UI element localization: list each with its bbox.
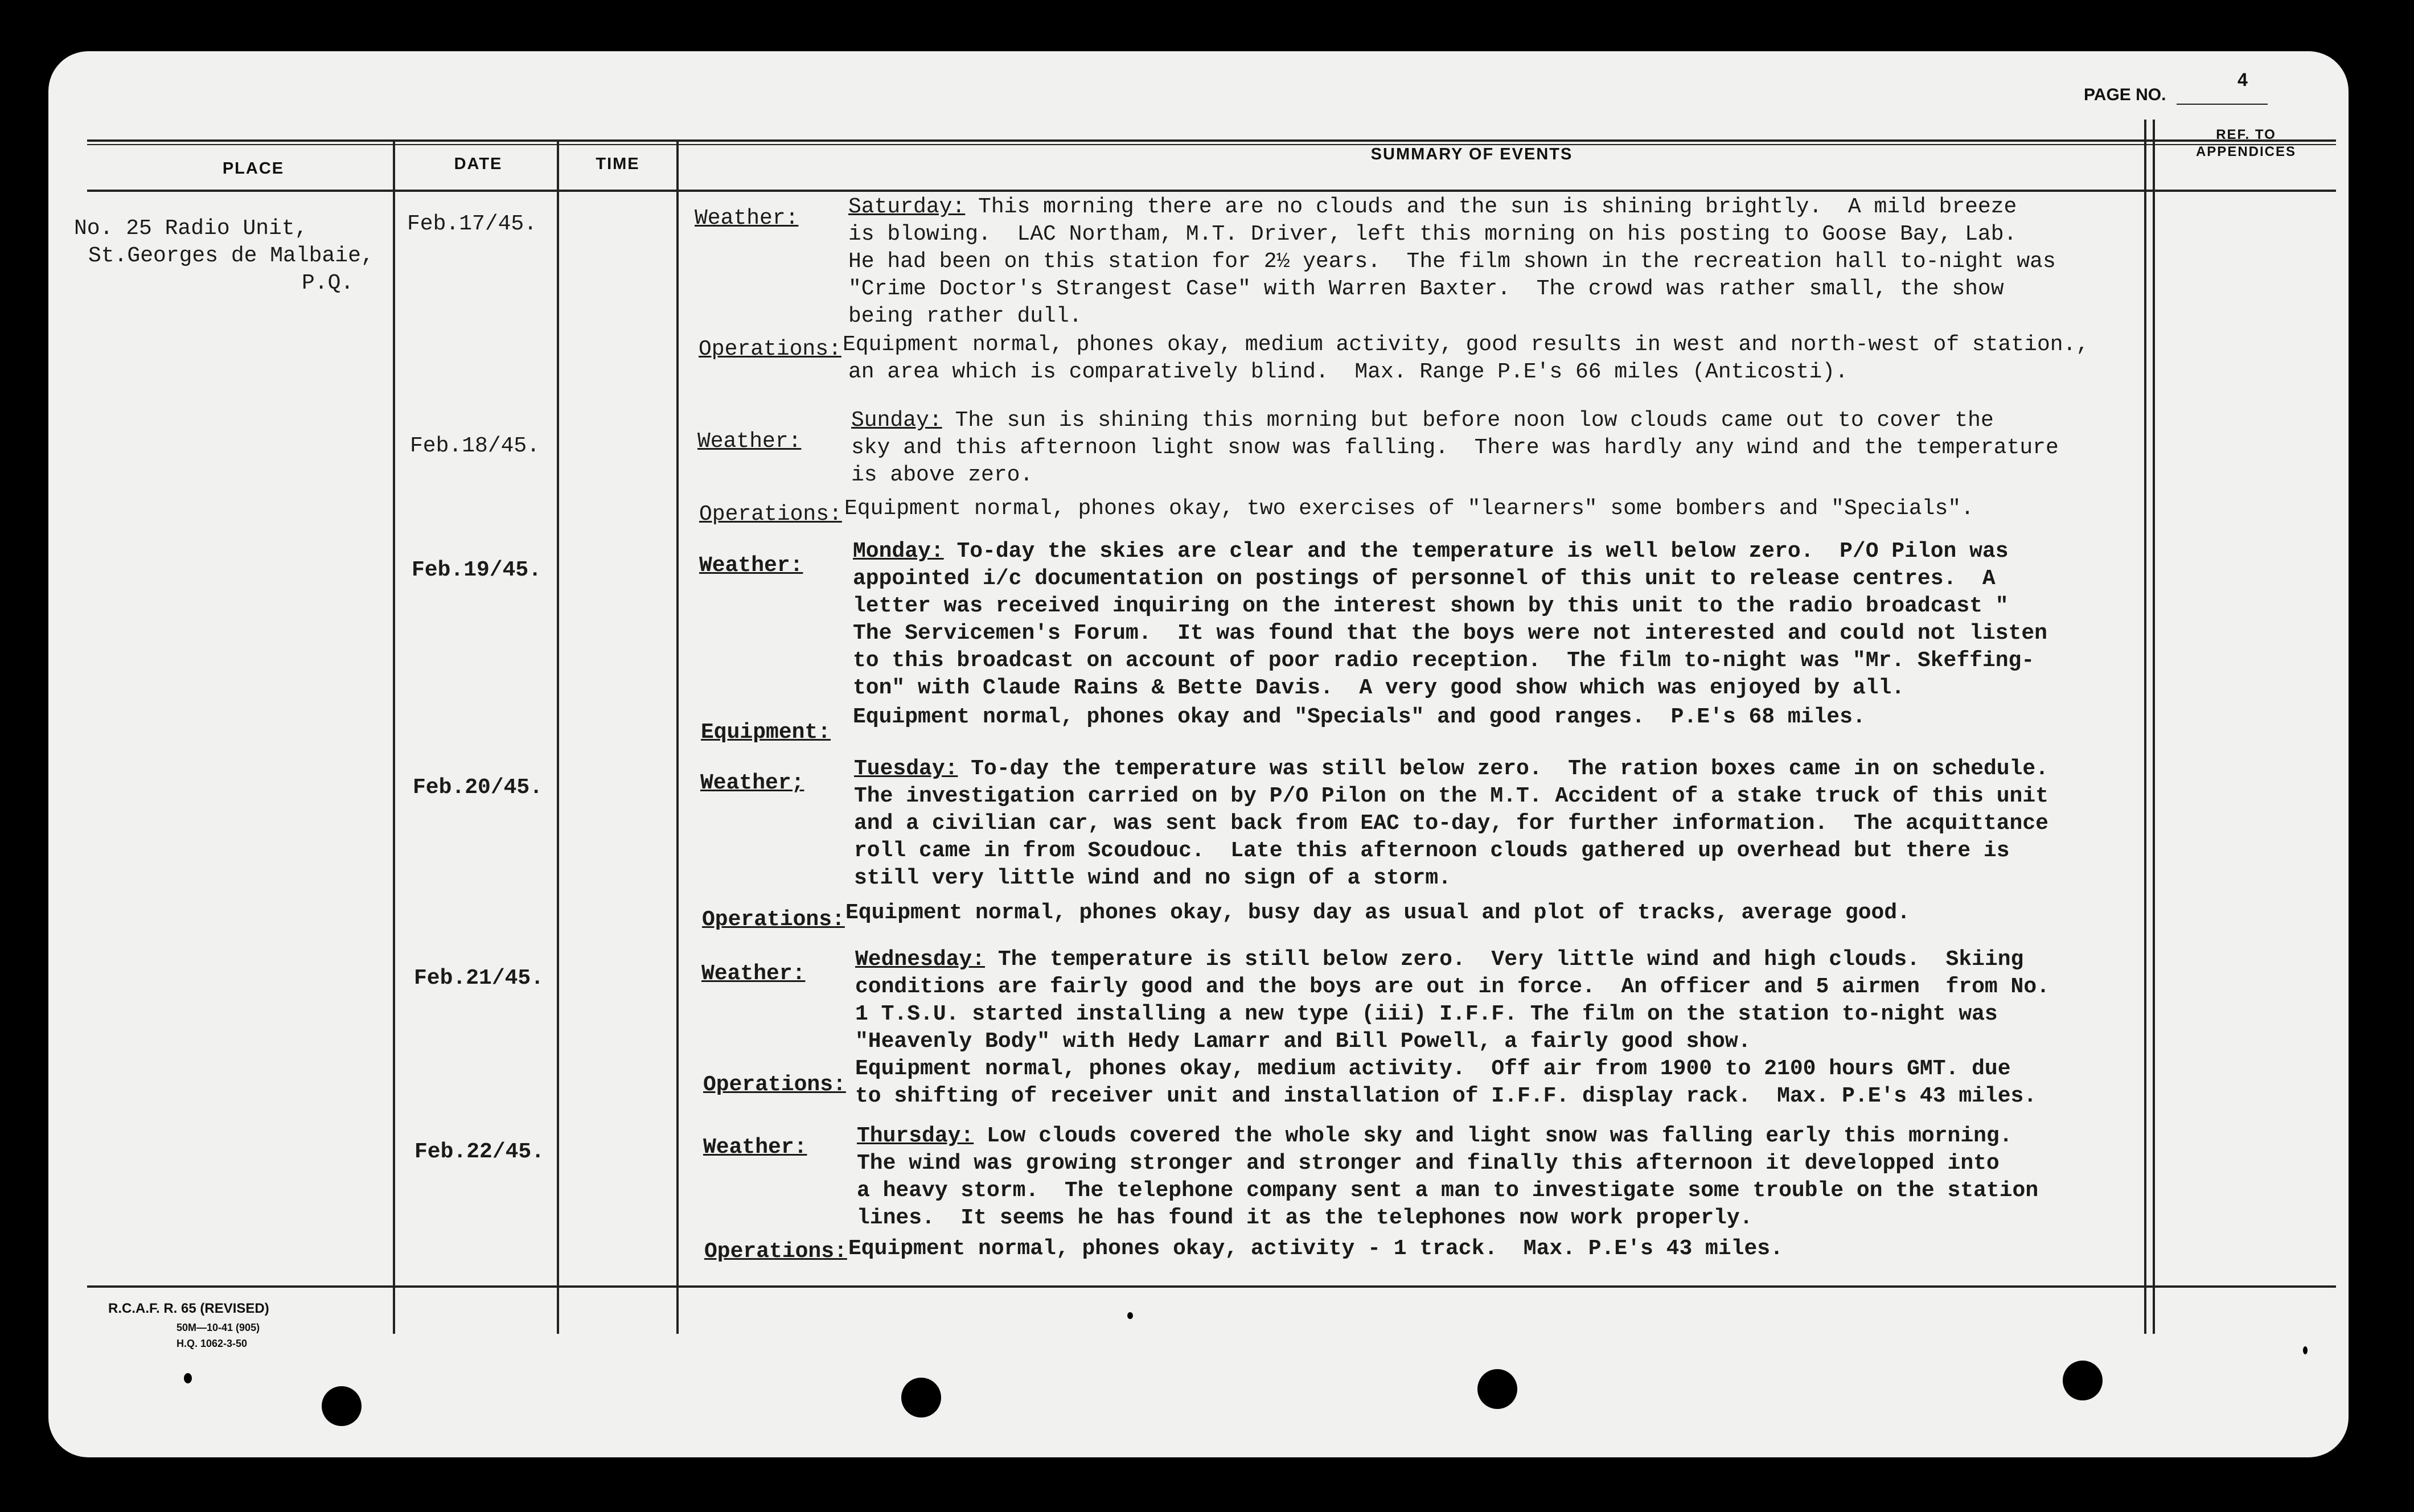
header-place: PLACE	[222, 159, 285, 178]
header-top-rule	[87, 139, 2336, 142]
operations-label: Operations:	[702, 907, 845, 932]
header-appendices: APPENDICES	[2195, 144, 2297, 159]
weather-text: 1 T.S.U. started installing a new type (iii) I.F.F. The film on the station to-night was	[855, 1002, 1998, 1026]
weather-text: Saturday: This morning there are no clouds and the sun is shining brightly. A mild breeze	[848, 195, 2017, 219]
operations-text: Equipment normal, phones okay, two exercises of "learners" some bombers and "Specials".	[844, 496, 1974, 521]
day-name: Thursday:	[857, 1124, 974, 1148]
document-sheet	[48, 51, 2349, 1457]
operations-label: Operations:	[704, 1239, 847, 1264]
weather-text: The wind was growing stronger and stronger and finally this afternoon it developped into	[857, 1151, 2000, 1176]
weather-text: "Heavenly Body" with Hedy Lamarr and Bill Powell, a fairly good show.	[855, 1029, 1751, 1054]
weather-label: Weather:	[697, 429, 802, 454]
weather-text: and a civilian car, was sent back from EAC to-day, for further information. The acquittance	[854, 811, 2048, 836]
header-time: TIME	[596, 155, 640, 173]
binder-hole	[2063, 1361, 2103, 1400]
weather-text: a heavy storm. The telephone company sent a man to investigate some trouble on the station	[857, 1178, 2039, 1203]
ink-mark	[184, 1373, 192, 1383]
binder-hole	[901, 1378, 941, 1418]
weather-text: roll came in from Scoudouc. Late this afternoon clouds gathered up overhead but there is	[854, 839, 2010, 863]
column-rule-summary-2	[2153, 120, 2155, 1334]
day-name: Wednesday:	[855, 947, 986, 972]
weather-text: being rather dull.	[848, 304, 1082, 328]
header-bottom-rule	[87, 190, 2336, 192]
weather-text: Tuesday: To-day the temperature was still below zero. The ration boxes came in on schedule.	[854, 757, 2048, 781]
column-rule-time	[676, 141, 679, 1334]
operations-text: Equipment normal, phones okay, activity - 1 track. Max. P.E's 43 miles.	[848, 1236, 1783, 1261]
weather-text: He had been on this station for 2½ years. The film shown in the recreation hall to-night was	[848, 249, 2056, 274]
operations-text: Equipment normal, phones okay, busy day as usual and plot of tracks, average good.	[845, 901, 1910, 925]
day-name: Monday:	[853, 539, 944, 564]
weather-text: Wednesday: The temperature is still below zero. Very little wind and high clouds. Skiing	[855, 947, 2024, 972]
entry-date: Feb.19/45.	[412, 558, 542, 582]
entry-date: Feb.20/45.	[413, 775, 543, 800]
header-ref-to: REF. TO	[2216, 127, 2276, 142]
weather-text: ton" with Claude Rains & Bette Davis. A very good show which was enjoyed by all.	[853, 676, 1905, 700]
column-rule-place	[393, 141, 395, 1334]
weather-text: to this broadcast on account of poor radio reception. The film to-night was "Mr. Skeffing-	[853, 648, 2035, 673]
weather-label: Weather;	[700, 771, 804, 795]
weather-label: Weather:	[699, 553, 803, 578]
weather-text: Sunday: The sun is shining this morning but before noon low clouds came out to cover the	[851, 408, 1994, 433]
weather-text: is above zero.	[851, 463, 1033, 487]
entry-date: Feb.18/45.	[410, 434, 540, 458]
operations-label: Operations:	[699, 337, 841, 361]
operations-label: Operations:	[699, 502, 842, 527]
operations-label: Operations:	[703, 1073, 846, 1097]
column-rule-date	[557, 141, 559, 1334]
binder-hole	[1477, 1369, 1517, 1409]
weather-text: appointed i/c documentation on postings of personnel of this unit to release centres. A	[853, 566, 1996, 591]
column-rule-summary	[2144, 120, 2146, 1334]
weather-text: Thursday: Low clouds covered the whole sky and light snow was falling early this morning.	[857, 1124, 2013, 1148]
binder-hole	[322, 1386, 362, 1426]
place-line-3: P.Q.	[302, 271, 354, 295]
weather-text: still very little wind and no sign of a storm.	[854, 866, 1451, 890]
ink-mark	[1127, 1312, 1133, 1319]
weather-label: Weather:	[703, 1135, 807, 1160]
operations-text: Equipment normal, phones okay, medium activity, good results in west and north-west of station.,	[843, 332, 2089, 357]
header-date: DATE	[454, 155, 503, 173]
header-summary: SUMMARY OF EVENTS	[1370, 145, 1573, 163]
page-no-label: PAGE NO.	[2084, 85, 2166, 104]
entry-date: Feb.17/45.	[407, 212, 537, 236]
ink-mark	[2303, 1346, 2308, 1354]
weather-text: is blowing. LAC Northam, M.T. Driver, left this morning on his posting to Goose Bay, Lab.	[848, 222, 2017, 246]
weather-text: "Crime Doctor's Strangest Case" with Warren Baxter. The crowd was rather small, the show	[848, 277, 2004, 301]
operations-text: Equipment normal, phones okay and "Specials" and good ranges. P.E's 68 miles.	[853, 705, 1866, 729]
operations-text: Equipment normal, phones okay, medium activity. Off air from 1900 to 2100 hours GMT. due	[855, 1057, 2011, 1081]
equipment-label: Equipment:	[701, 720, 831, 745]
weather-label: Weather:	[701, 962, 806, 986]
weather-text: The investigation carried on by P/O Pilon on the M.T. Accident of a stake truck of this unit	[854, 784, 2048, 808]
weather-text: The Servicemen's Forum. It was found that the boys were not interested and could not listen	[853, 621, 2047, 646]
weather-text: lines. It seems he has found it as the telephones now work properly.	[857, 1206, 1753, 1230]
day-name: Tuesday:	[854, 757, 958, 781]
form-hq-code: H.Q. 1062-3-50	[176, 1338, 248, 1349]
page-number: 4	[2238, 69, 2248, 90]
day-name: Sunday:	[851, 408, 942, 433]
place-line-2: St.Georges de Malbaie,	[88, 244, 374, 268]
operations-text: to shifting of receiver unit and installation of I.F.F. display rack. Max. P.E's 43 miles.	[855, 1084, 2037, 1108]
footer-rule	[87, 1285, 2336, 1288]
page-no-rule	[2177, 104, 2268, 105]
day-name: Saturday:	[848, 195, 966, 219]
entry-date: Feb.22/45.	[414, 1140, 545, 1164]
form-number: R.C.A.F. R. 65 (REVISED)	[108, 1301, 269, 1316]
weather-text: sky and this afternoon light snow was falling. There was hardly any wind and the temperature	[851, 435, 2059, 460]
weather-text: conditions are fairly good and the boys are out in force. An officer and 5 airmen from No.	[855, 975, 2050, 999]
weather-label: Weather:	[695, 206, 799, 231]
entry-date: Feb.21/45.	[414, 966, 544, 991]
form-print-code: 50M—10-41 (905)	[176, 1322, 260, 1333]
operations-text: an area which is comparatively blind. Max. Range P.E's 66 miles (Anticosti).	[848, 360, 1848, 384]
weather-text: Monday: To-day the skies are clear and the temperature is well below zero. P/O Pilon was	[853, 539, 2009, 564]
place-line-1: No. 25 Radio Unit,	[74, 216, 308, 241]
weather-text: letter was received inquiring on the interest shown by this unit to the radio broadcast "	[853, 594, 2009, 618]
